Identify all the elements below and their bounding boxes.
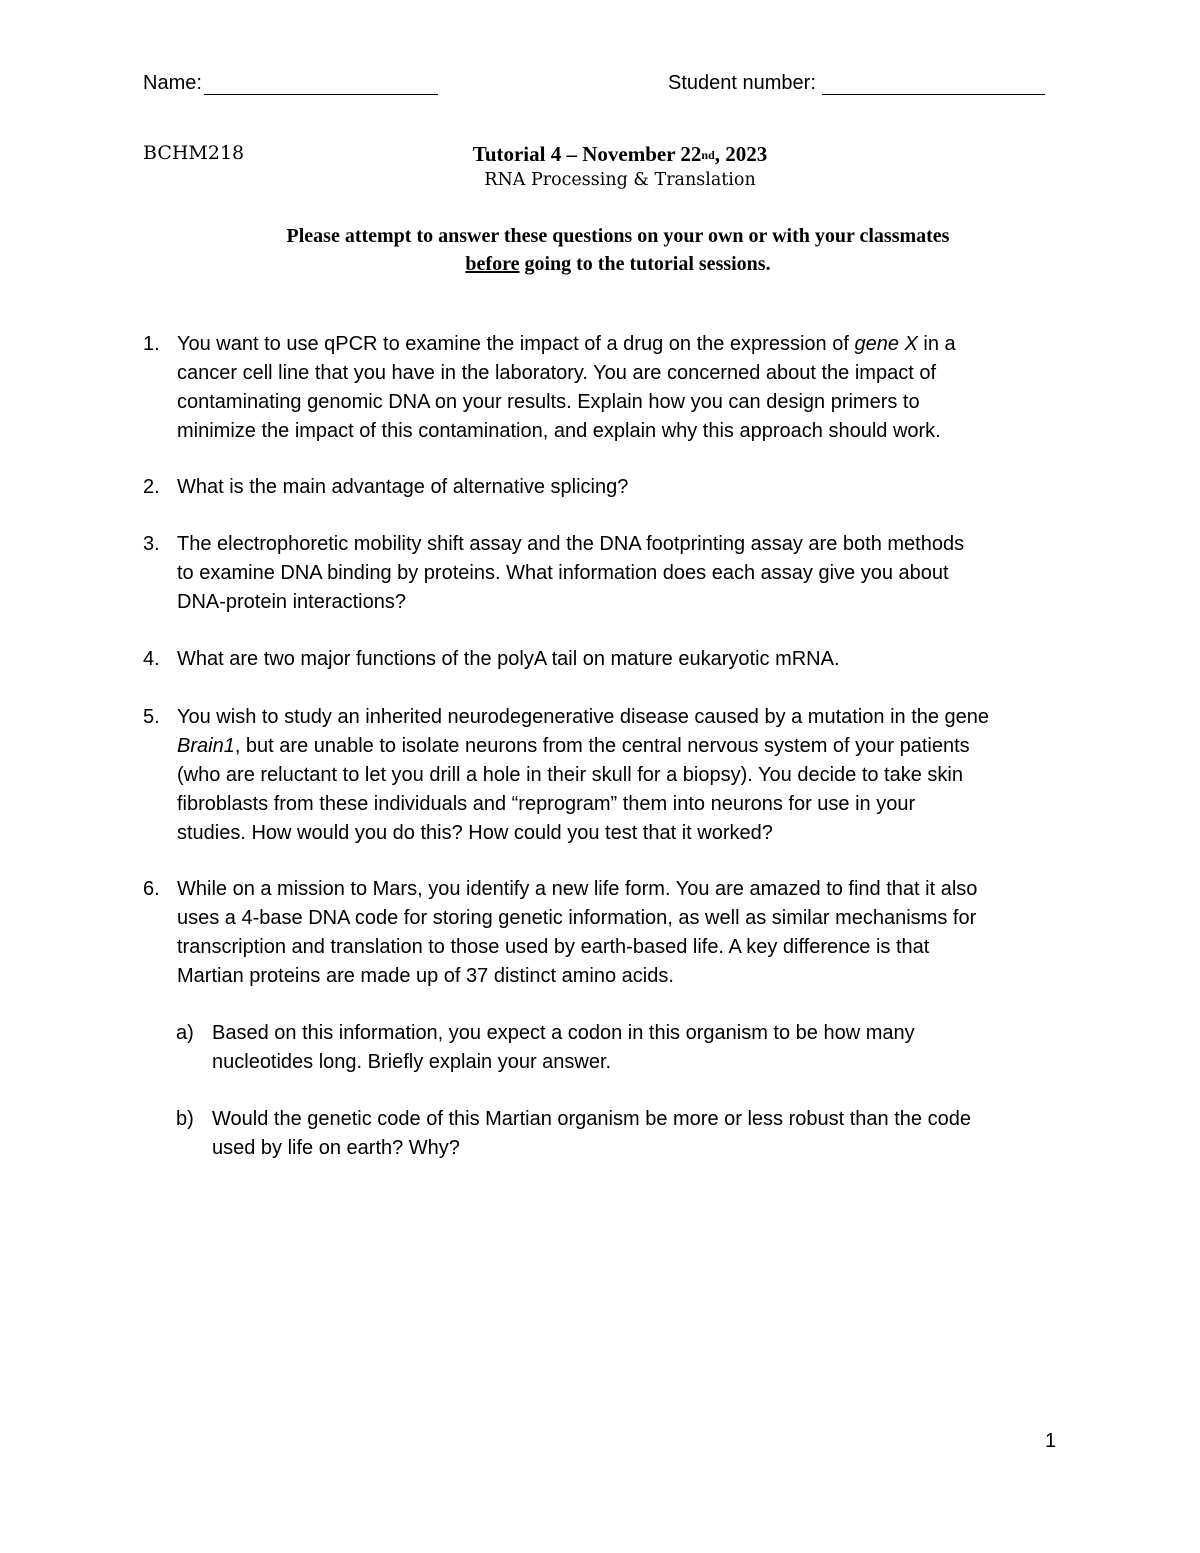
question-6b: b) Would the genetic code of this Martian organism be more or less robust than the code used by life on earth? Why? <box>176 1105 1066 1163</box>
student-number-field[interactable] <box>668 72 1045 95</box>
subpart-label: a) <box>176 1022 194 1044</box>
student-number-label: Student number: <box>668 72 816 94</box>
name-field[interactable] <box>143 72 438 95</box>
name-label: Name: <box>143 72 202 94</box>
name-blank-line[interactable] <box>204 74 438 95</box>
question-number: 6. <box>143 878 160 900</box>
tutorial-subtitle: RNA Processing & Translation <box>484 170 756 190</box>
subpart-label: b) <box>176 1108 194 1130</box>
question-number: 5. <box>143 706 160 728</box>
question-6a: a) Based on this information, you expect a codon in this organism to be how many nucleotides long. Briefly explain your answer. <box>176 1019 1066 1077</box>
question-number: 3. <box>143 533 160 555</box>
instructions-notice: Please attempt to answer these questions on your own or with your classmates before going to the tutorial sessions. <box>286 225 950 275</box>
tutorial-title: Tutorial 4 – November 22nd, 2023 <box>472 142 768 166</box>
question-3: 3. The electrophoretic mobility shift assay and the DNA footprinting assay are both methods to examine DNA binding by proteins. What information does each assay give you about DNA-protein interactions? <box>143 530 1063 617</box>
page-number: 1 <box>1045 1430 1057 1452</box>
question-number: 4. <box>143 648 160 670</box>
question-6: 6. While on a mission to Mars, you identify a new life form. You are amazed to find that it also uses a 4-base DNA code for storing genetic information, as well as similar mechanisms for transcription and translation to those used by earth-based life. A key difference is that Martian proteins are made up of 37 distinct amino acids. <box>143 875 1063 991</box>
student-number-blank-line[interactable] <box>822 74 1045 95</box>
question-4: 4. What are two major functions of the polyA tail on mature eukaryotic mRNA. <box>143 645 1063 674</box>
course-code: BCHM218 <box>143 142 245 164</box>
question-5: 5. You wish to study an inherited neurodegenerative disease caused by a mutation in the gene Brain1, but are unable to isolate neurons from the central nervous system of your patients (who are reluctant to let you drill a hole in their skull for a biopsy). You decide to take skin fibroblasts from these individuals and “reprogram” them into neurons for use in your studies. How would you do this? How could you test that it worked? <box>143 703 1063 848</box>
question-2: 2. What is the main advantage of alternative splicing? <box>143 473 1063 502</box>
question-1: 1. You want to use qPCR to examine the impact of a drug on the expression of gene X in a cancer cell line that you have in the laboratory. You are concerned about the impact of contaminating genomic DNA on your results. Explain how you can design primers to minimize the impact of this contamination, and explain why this approach should work. <box>143 330 1063 446</box>
question-number: 2. <box>143 476 160 498</box>
student-info-header <box>143 72 1061 102</box>
question-number: 1. <box>143 333 160 355</box>
